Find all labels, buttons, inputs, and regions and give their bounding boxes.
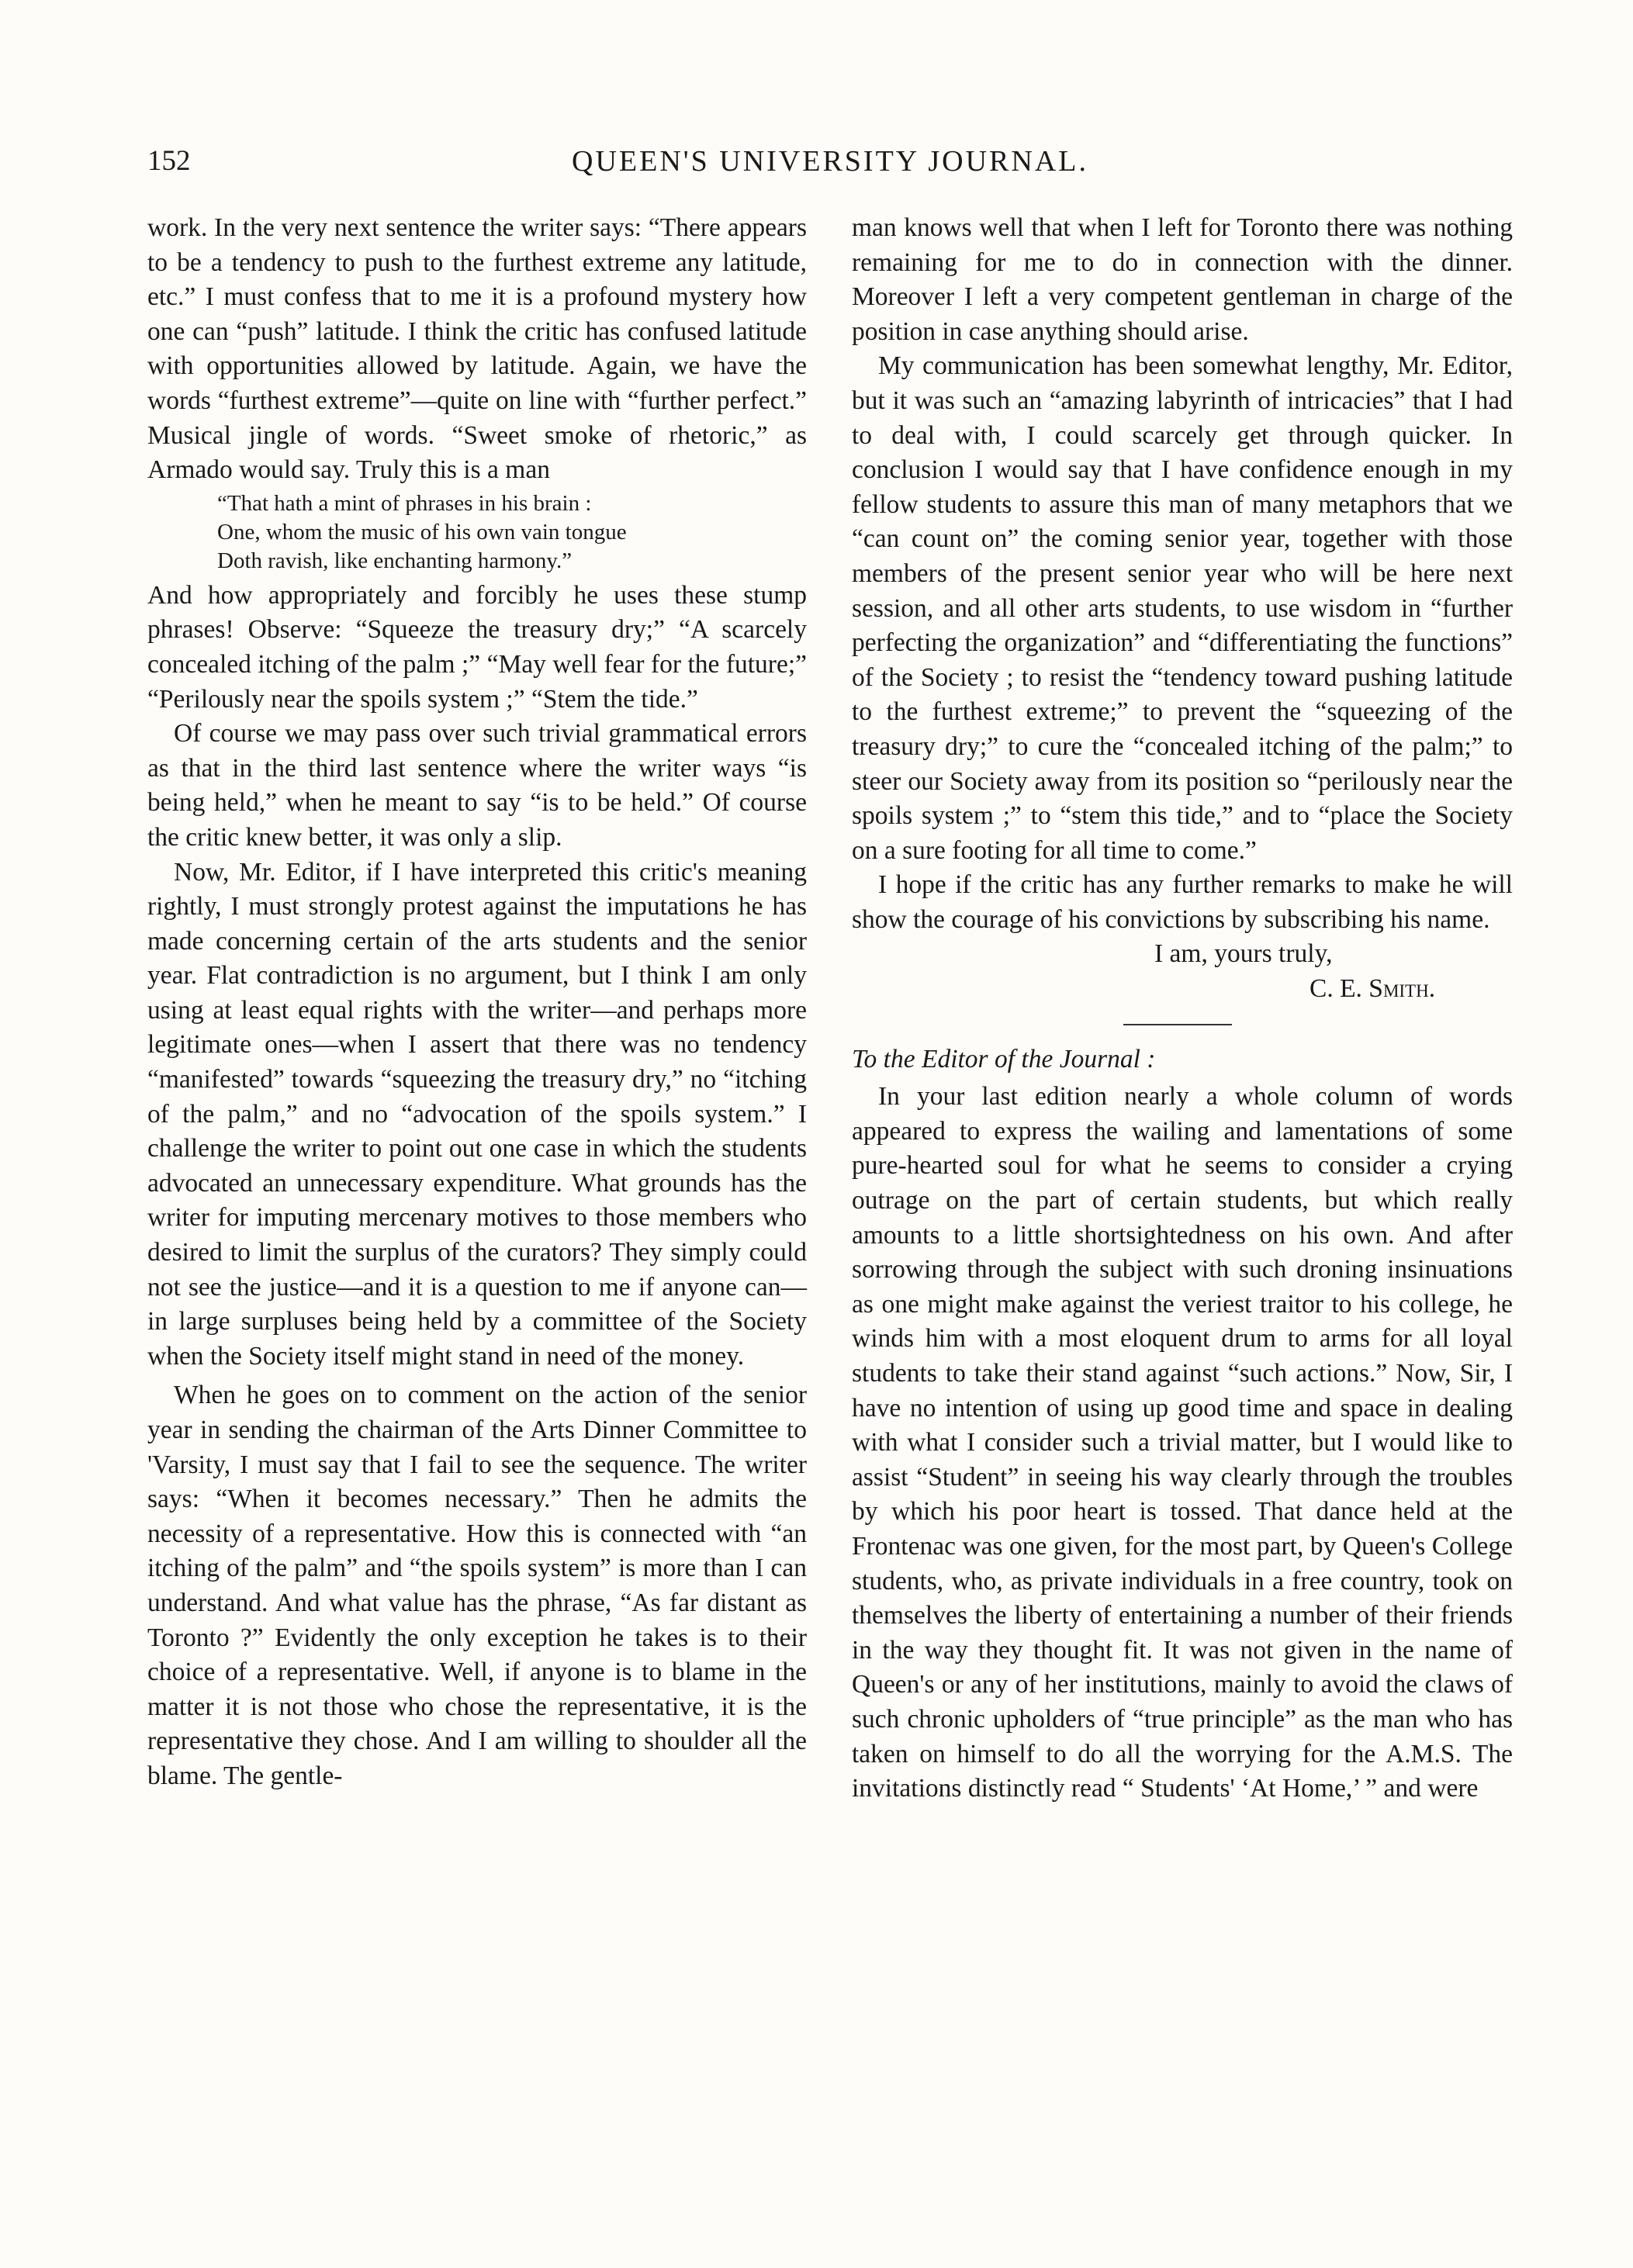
journal-title: QUEEN'S UNIVERSITY JOURNAL. (572, 145, 1088, 178)
paragraph: Now, Mr. Editor, if I have interpreted this critic's meaning rightly, I must strongly protest against the imputations he has made concerning certain of the arts students and the senior year. Flat contradiction is no argument, but I think I am only using at least equal rights with the writer—and perhaps more legitimate ones—when I assert that there was no tendency “manifested” towards “squeezing the treasury dry,” no “itching of the palm,” and no “advocation of the spoils system.” I challenge the writer to point out one case in which the students advocated an unnecessary expenditure. What grounds has the writer for imputing mercenary motives to those members who desired to limit the surplus of the curators? They simply could not see the justice—and it is a question to me if anyone can—in large surpluses being held by a committee of the Society when the Society itself might stand in need of the money. (147, 857, 807, 1371)
signature: C. E. Smith. (1310, 974, 1436, 1004)
letter-closing (852, 937, 1513, 1006)
paragraph: man knows well that when I left for Toronto there was nothing remaining for me to do in connection with the dinner. Moreover I left a very competent gentleman in charge of the position in case anything should arise. (852, 213, 1513, 346)
closing-line: I am, yours truly, (1154, 939, 1333, 969)
paragraph: In your last edition nearly a whole column of words appeared to express the wailing and lamentations of some pure-hearted soul for what he seems to consider a crying outrage on the part of certain students, but which really amounts to a little shortsightedness on his own. And after sorrowing through the subject with such droning insinuations as one might make against the veriest traitor to his college, he winds him with a most eloquent drum to arms for all loyal students to take their stand against “such actions.” Now, Sir, I have no intention of using up good time and space in dealing with what I consider such a trivial matter, but I would like to assist “Student” in seeing his way clearly through the troubles by which his poor heart is tossed. That dance held at the Frontenac was one given, for the most part, by Queen's College students, who, as private individuals in a free country, took on themselves the liberty of entertaining a number of their friends in the way they thought fit. It was not given in the name of Queen's or any of her institutions, mainly to avoid the claws of such chronic upholders of “true principle” as the man who has taken on himself to do all the worrying for the A.M.S. The invitations distinctly read “ Students' ‘At Home,’ ” and were (852, 1082, 1513, 1803)
page-header (147, 144, 1513, 191)
section-divider (1123, 1024, 1232, 1025)
paragraph: My communication has been somewhat lengthy, Mr. Editor, but it was such an “amazing labyrinth of intricacies” that I had to deal with, I could scarcely get through quicker. In conclusion I would say that I have confidence enough in my fellow students to assure this man of many metaphors that we “can count on” the coming senior year, together with those members of the present senior year who will be here next session, and all other arts students, to use wisdom in “further perfecting the organization” and “differentiating the functions” of the Society ; to resist the “tendency toward pushing latitude to the furthest extreme;” to prevent the “squeezing of the treasury dry;” to cure the “concealed itching of the palm;” to steer our Society away from its position so “perilously near the spoils system ;” to “stem this tide,” and to “place the Society on a sure footing for all time to come.” (852, 351, 1513, 865)
verse-line: One, whom the music of his own vain tongue (217, 519, 627, 545)
page-number: 152 (147, 145, 191, 177)
letter-salutation: To the Editor of the Journal : (852, 1044, 1156, 1073)
verse-quote (147, 489, 807, 576)
paragraph: Of course we may pass over such trivial grammatical errors as that in the third last sentence where the writer ways “is being held,” when he meant to say “is to be held.” Of course the critic knew better, it was only a slip. (147, 719, 807, 852)
paragraph: And how appropriately and forcibly he uses these stump phrases! Observe: “Squeeze the treasury dry;” “A scarcely concealed itching of the palm ;” “May well fear for the future;” “Perilously near the spoils system ;” “Stem the tide.” (147, 580, 807, 714)
verse-line: Doth ravish, like enchanting harmony.” (217, 548, 573, 573)
right-column (852, 211, 1513, 1806)
left-column (147, 211, 807, 1794)
verse-line: “That hath a mint of phrases in his brain : (217, 490, 592, 516)
paragraph: work. In the very next sentence the writer says: “There appears to be a tendency to push to the furthest extreme any latitude, etc.” I must confess that to me it is a profound mystery how one can “push” latitude. I think the critic has confused latitude with opportunities allowed by latitude. Again, we have the words “furthest extreme”—quite on line with “further perfect.” Musical jingle of words. “Sweet smoke of rhetoric,” as Armado would say. Truly this is a man (147, 213, 807, 485)
paragraph: When he goes on to comment on the action of the senior year in sending the chairman of the Arts Dinner Committee to 'Varsity, I must say that I fail to see the sequence. The writer says: “When it becomes necessary.” Then he admits the necessity of a representative. How this is connected with “an itching of the palm” and “the spoils system” is more than I can understand. And what value has the phrase, “As far distant as Toronto ?” Evidently the only exception he takes is to their choice of a representative. Well, if anyone is to blame in the matter it is not those who chose the representative, it is the representative they chose. And I am willing to shoulder all the blame. The gentle- (147, 1381, 807, 1790)
paragraph: I hope if the critic has any further remarks to make he will show the courage of his convictions by subscribing his name. (852, 870, 1513, 934)
